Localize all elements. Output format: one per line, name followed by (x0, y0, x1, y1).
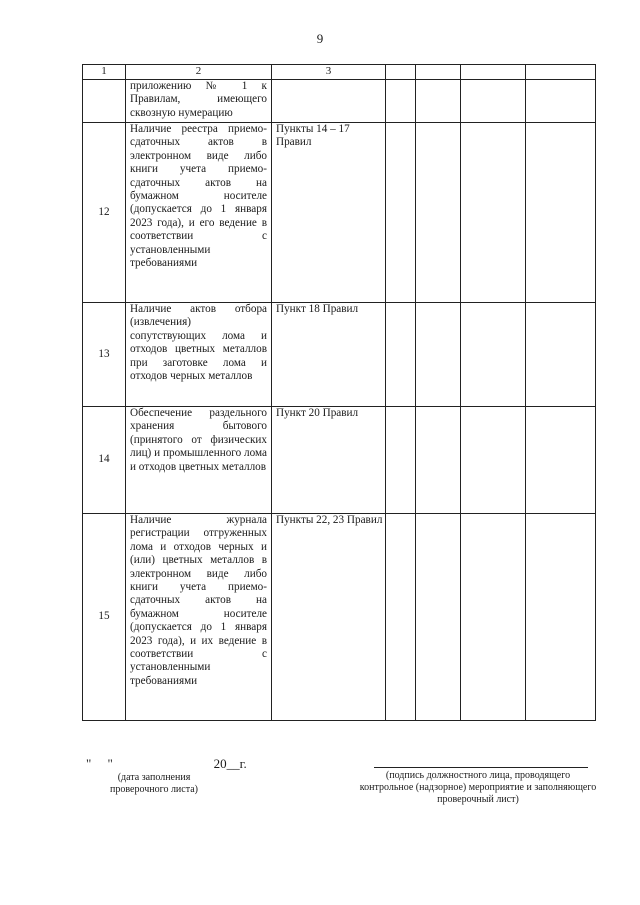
table-row (83, 303, 596, 407)
answer-cell[interactable] (526, 80, 596, 123)
answer-cell[interactable] (461, 407, 526, 514)
requirement-cell: Обеспечение раздельного хранения бытового (принятого от физических лиц) и промышленного лома и отходов цветных металлов (126, 407, 272, 514)
table-row (83, 514, 596, 721)
requirement-cell: приложению № 1 к Правилам, имеющего сквозную нумерацию (126, 80, 272, 123)
date-fill-line: " " 20__г. (86, 756, 247, 771)
reference-cell (272, 80, 386, 123)
requirement-cell: Наличие журнала регистрации отгруженных лома и отходов черных и (или) цветных металлов в электронном виде либо книги учета приемо-сдаточных актов на бумажном носителе (допускается до 1 января 2023 года), и их ведение в соответствии с установленными требованиями (126, 514, 272, 721)
column-header: 2 (126, 65, 272, 80)
page-number: 9 (316, 31, 324, 46)
answer-cell[interactable] (526, 514, 596, 721)
signature-caption: (подпись должностного лица, проводящего контрольное (надзорное) мероприятие и заполняющего проверочный лист) (359, 770, 597, 805)
column-header: 1 (83, 65, 126, 80)
reference-cell: Пункт 18 Правил (272, 303, 386, 407)
column-header (526, 65, 596, 80)
answer-cell[interactable] (461, 123, 526, 303)
signature-line (374, 767, 588, 768)
answer-cell[interactable] (526, 303, 596, 407)
answer-cell[interactable] (461, 514, 526, 721)
answer-cell[interactable] (526, 407, 596, 514)
answer-cell[interactable] (386, 514, 416, 721)
row-number: 15 (83, 514, 126, 721)
date-caption: (дата заполнения проверочного листа) (110, 772, 198, 795)
table-row (83, 123, 596, 303)
answer-cell[interactable] (526, 123, 596, 303)
reference-cell: Пункты 22, 23 Правил (272, 514, 386, 721)
answer-cell[interactable] (461, 303, 526, 407)
row-number: 13 (83, 303, 126, 407)
answer-cell[interactable] (461, 80, 526, 123)
reference-cell: Пункты 14 – 17 Правил (272, 123, 386, 303)
table-row (83, 80, 596, 123)
requirement-cell: Наличие реестра приемо-сдаточных актов в электронном виде либо книги учета приемо-сдаточных актов на бумажном носителе (допускается до 1 января 2023 года), и его ведение в соответствии с установленными требованиями (126, 123, 272, 303)
checklist-table (82, 64, 596, 721)
answer-cell[interactable] (386, 123, 416, 303)
row-number: 14 (83, 407, 126, 514)
column-header (461, 65, 526, 80)
row-number (83, 80, 126, 123)
column-header (386, 65, 416, 80)
row-number: 12 (83, 123, 126, 303)
answer-cell[interactable] (416, 303, 461, 407)
table-header-row (83, 65, 596, 80)
answer-cell[interactable] (386, 80, 416, 123)
requirement-cell: Наличие актов отбора (извлечения) сопутствующих лома и отходов цветных металлов при заготовке лома и отходов черных металлов (126, 303, 272, 407)
table-row (83, 407, 596, 514)
answer-cell[interactable] (416, 407, 461, 514)
column-header: 3 (272, 65, 386, 80)
column-header (416, 65, 461, 80)
answer-cell[interactable] (386, 407, 416, 514)
answer-cell[interactable] (416, 514, 461, 721)
answer-cell[interactable] (416, 80, 461, 123)
answer-cell[interactable] (416, 123, 461, 303)
reference-cell: Пункт 20 Правил (272, 407, 386, 514)
answer-cell[interactable] (386, 303, 416, 407)
